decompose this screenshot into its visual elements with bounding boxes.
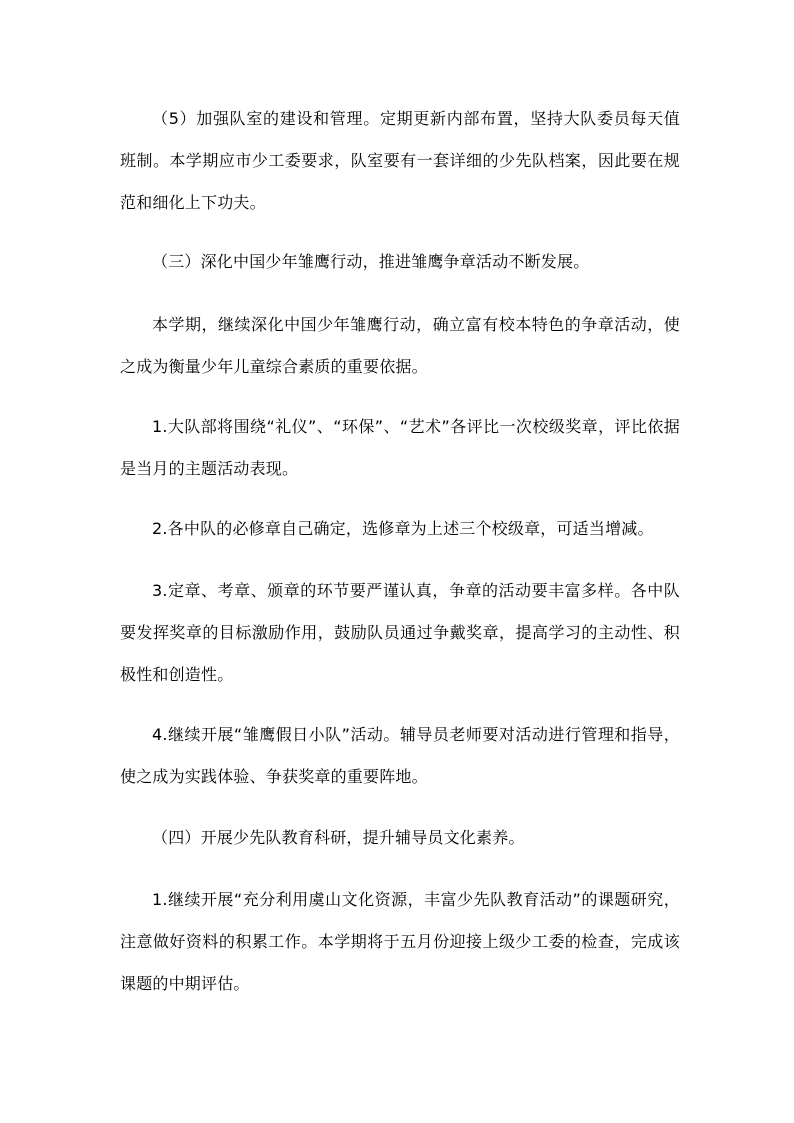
- section-heading-eagle-action: （三）深化中国少年雏鹰行动，推进雏鹰争章活动不断发展。: [152, 252, 590, 271]
- list-item-badge-process: 3.定章、考章、颁章的环节要严谨认真，争章的活动要丰富多样。各中队要发挥奖章的目标激励作用，鼓励队员通过争戴奖章，提高学习的主动性、积极性和创造性。: [120, 581, 680, 684]
- list-item-school-badges: 1.大队部将围绕“礼仪”、“环保”、“艺术”各评比一次校级奖章，评比依据是当月的主题活动表现。: [120, 417, 680, 478]
- paragraph-eagle-action-intro: 本学期，继续深化中国少年雏鹰行动，确立富有校本特色的争章活动，使之成为衡量少年儿童综合素质的重要依据。: [120, 315, 680, 376]
- list-item-required-badges: 2.各中队的必修章自己确定，选修章为上述三个校级章，可适当增减。: [152, 519, 654, 538]
- paragraph-team-room-management: （5）加强队室的建设和管理。定期更新内部布置，坚持大队委员每天值班制。本学期应市少工委要求，队室要有一套详细的少先队档案，因此要在规范和细化上下功夫。: [120, 109, 680, 212]
- list-item-holiday-squad: 4.继续开展“雏鹰假日小队”活动。辅导员老师要对活动进行管理和指导，使之成为实践体验、争获奖章的重要阵地。: [120, 725, 680, 786]
- section-heading-education-research: （四）开展少先队教育科研，提升辅导员文化素养。: [152, 828, 525, 847]
- list-item-research-project: 1.继续开展“充分利用虞山文化资源，丰富少先队教育活动”的课题研究，注意做好资料的积累工作。本学期将于五月份迎接上级少工委的检查，完成该课题的中期评估。: [120, 890, 680, 993]
